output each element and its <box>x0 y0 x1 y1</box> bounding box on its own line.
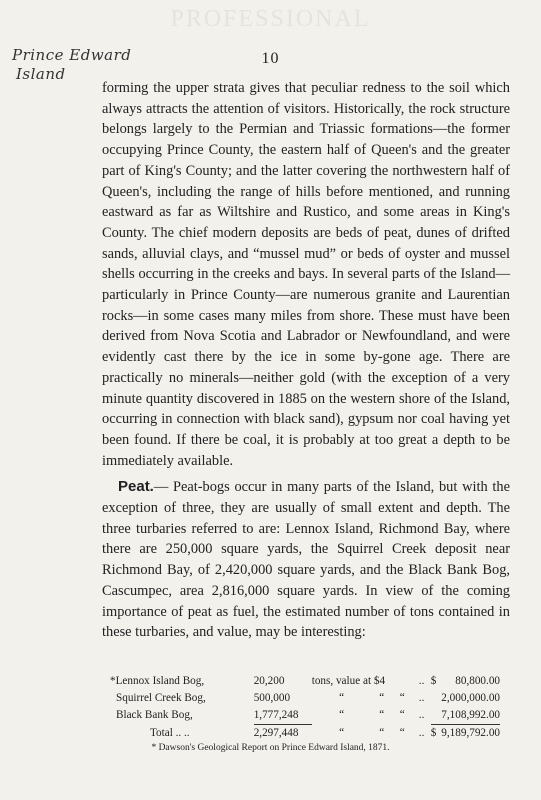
bog-name: Black Bank Bog, <box>116 709 193 722</box>
bog-tons: 500,000 <box>253 692 291 704</box>
currency-symbol <box>431 707 442 725</box>
leader-dots: .. <box>418 709 425 722</box>
paragraph-geology: forming the upper strata gives that peculiar redness to the soil which always attracts the attention of visitors. Historically, the rock structure belongs largely to the Permian and Triassic formations—the former occupying Prince County, the eastern half of Queen's and the greater part of King's County; and the latter covering the northwestern half of Queen's, including the range of hills before mentioned, and running eastward as far as Wiltshire and Rustico, and some areas in King's County. The chief modern deposits are beds of peat, dunes of drifted sands, alluvial clays, and “mussel mud” or beds of oyster and mussel shells occurring in the creeks and bays. In several parts of the Island—particularly in Prince County—are numerous granite and Laurentian rocks—in some cases many miles from shore. These must have been derived from Nova Scotia and Labrador or Newfoundland, and were evidently cast there by the ice in some by-gone age. There are practically no minerals—neither gold (with the exception of a very minute quantity discovered in 1885 on the western shore of the Island, occurring in connection with black sand), gypsum nor coal having yet been found. If there be coal, it is probably at too great a depth to be immediately available. <box>102 80 510 469</box>
paragraph-peat <box>102 477 510 643</box>
page-number: 10 <box>261 50 280 67</box>
table-row <box>110 673 500 690</box>
peat-text: — Peat-bogs occur in many parts of the Island, but with the exception of three, they are usually of small extent and depth. The three turbaries referred to are: Lennox Island, Richmond Bay, where there are 250,000 square yards, the Squirrel Creek deposit near Richmond Bay, of 2,420,000 square yards, and the Black Bank Bog, Cascumpec, area 2,816,000 square yards. In view of the coming importance of peat as fuel, the estimated number of tons contained in these turbaries, and value, may be interesting: <box>102 479 510 641</box>
ditto-mark: “ <box>399 726 405 739</box>
ditto-mark: “ <box>339 726 345 739</box>
ditto-mark: “ <box>379 726 385 739</box>
bog-tons: 1,777,248 <box>253 709 299 721</box>
ditto-mark: “ <box>379 692 385 704</box>
leader-dots: .. <box>418 675 425 687</box>
ditto-mark: “ <box>339 709 345 722</box>
footnote: * Dawson's Geological Report on Prince Edward Island, 1871. <box>151 743 390 753</box>
body-text <box>102 78 510 643</box>
currency-symbol: $ <box>431 725 442 743</box>
currency-symbol: $ <box>430 675 437 687</box>
bog-value: 7,108,992.00 <box>441 709 500 721</box>
total-tons: 2,297,448 <box>254 725 312 743</box>
total-label: Total .. .. <box>150 726 190 739</box>
book-title-line1: Prince Edward <box>12 46 132 64</box>
ditto-mark: “ <box>379 709 385 722</box>
bog-value: 2,000,000.00 <box>441 692 500 704</box>
book-title-line2: Island <box>16 65 66 83</box>
peat-heading: Peat. <box>118 478 154 496</box>
ditto-mark: “ <box>399 709 405 722</box>
ditto-mark: “ <box>339 692 345 704</box>
bog-name: *Lennox Island Bog, <box>110 675 205 687</box>
leader-dots: .. <box>418 692 425 704</box>
table-row <box>110 707 500 725</box>
leader-dots: .. <box>418 726 425 739</box>
bog-unit: tons, value at $4 <box>311 675 386 687</box>
currency-symbol <box>431 690 442 707</box>
peat-table <box>110 673 500 742</box>
total-row <box>110 725 500 743</box>
bog-value: 80,800.00 <box>455 675 500 687</box>
bleed-through-text: PROFESSIONAL <box>170 6 371 32</box>
table-row <box>110 690 500 707</box>
total-value: 9,189,792.00 <box>441 725 500 743</box>
bog-tons: 20,200 <box>253 675 285 687</box>
bog-name: Squirrel Creek Bog, <box>116 692 206 704</box>
ditto-mark: “ <box>399 692 405 704</box>
